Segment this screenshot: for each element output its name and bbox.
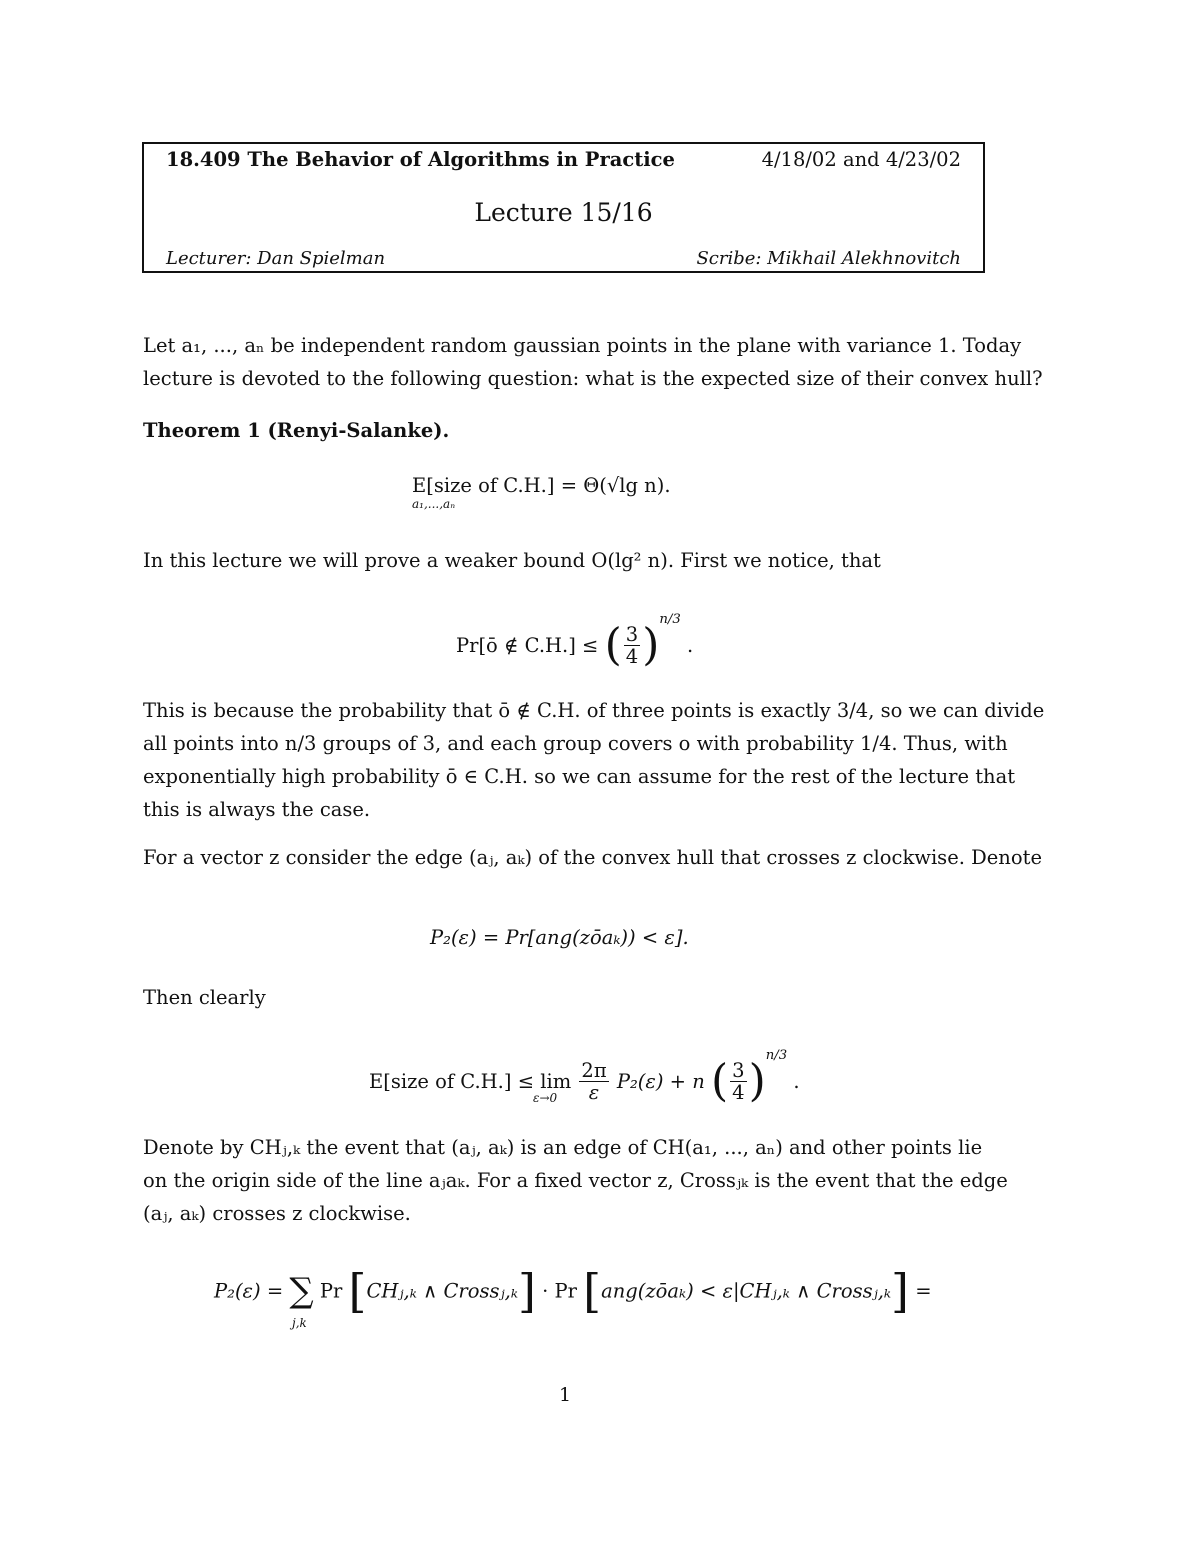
fraction-3-4-b [730, 1060, 746, 1104]
fraction-denominator-b: 4 [732, 1081, 745, 1104]
left-paren-2: ( [710, 1055, 729, 1107]
because-line-3: exponentially high probability ō ∈ C.H. so we can assume for the rest of the lecture that [143, 765, 1016, 788]
denote-line-2: on the origin side of the line aⱼaₖ. For a fixed vector z, Crossⱼₖ is the event that the edge [143, 1169, 1008, 1192]
pz-definition-equation: P₂(ε) = Pr[ang(zōaₖ)) < ε]. [430, 926, 689, 949]
sum-subscript: j,k [292, 1316, 307, 1330]
because-line-4: this is always the case. [143, 798, 371, 821]
sum-equation [214, 1264, 932, 1318]
probability-equation [456, 612, 694, 671]
intro-line-1: Let a₁, ..., aₙ be independent random gaussian points in the plane with variance 1. Today [143, 334, 1022, 357]
because-line-2: all points into n/3 groups of 3, and each group covers o with probability 1/4. Thus, with [143, 732, 1008, 755]
course-title: 18.409 The Behavior of Algorithms in Practice [166, 148, 675, 171]
lecturer-name: Lecturer: Dan Spielman [166, 248, 386, 269]
pr-label-1: Pr [319, 1279, 343, 1303]
bound-left: E[size of C.H.] ≤ lim [369, 1070, 572, 1093]
fraction-numerator-b: 3 [732, 1058, 745, 1082]
then-clearly-text: Then clearly [143, 986, 266, 1009]
lecture-header-box [142, 142, 985, 273]
left-paren: ( [604, 619, 622, 671]
theorem-equation [412, 474, 671, 497]
weaker-bound-text: In this lecture we will prove a weaker bound O(lg² n). First we notice, that [143, 549, 881, 572]
denote-line-3: (aⱼ, aₖ) crosses z clockwise. [143, 1202, 411, 1225]
left-bracket-2: [ [583, 1264, 602, 1318]
lecture-number: Lecture 15/16 [474, 198, 653, 227]
size-bound-equation [369, 1048, 800, 1107]
limit-subscript: ε→0 [533, 1091, 558, 1105]
bound-tail: . [793, 1070, 800, 1093]
two-pi-over-epsilon [579, 1060, 608, 1104]
frac-den-eps: ε [588, 1081, 600, 1104]
right-bracket-1: ] [517, 1264, 536, 1318]
right-bracket-2: ] [891, 1264, 909, 1318]
lecture-dates: 4/18/02 and 4/23/02 [761, 148, 961, 171]
dot-pr: · Pr [542, 1279, 577, 1303]
theorem-equation-subscript: a₁,...,aₙ [412, 497, 456, 511]
scribe-name: Scribe: Mikhail Alekhnovitch [696, 248, 961, 269]
denote-line-1: Denote by CHⱼ,ₖ the event that (aⱼ, aₖ) is an edge of CH(a₁, ..., aₙ) and other points lie [143, 1136, 983, 1159]
fraction-denominator: 4 [625, 645, 639, 668]
right-paren-2: ) [748, 1055, 766, 1107]
sum-tail: = [915, 1279, 932, 1303]
vector-edge-text: For a vector z consider the edge (aⱼ, aₖ) of the convex hull that crosses z clockwise. Denote [143, 846, 1042, 869]
prob-eq-left: Pr[ō ∉ C.H.] ≤ [456, 634, 599, 657]
bracket-content-2: ang(zōaₖ) < ε|CHⱼ,ₖ ∧ Crossⱼ,ₖ [601, 1279, 892, 1303]
fraction-numerator: 3 [625, 622, 639, 646]
bracket-content-1: CHⱼ,ₖ ∧ Crossⱼ,ₖ [366, 1279, 518, 1303]
fraction-3-4 [624, 624, 640, 668]
bound-mid: P₂(ε) + n [616, 1070, 705, 1093]
theorem-title: Theorem 1 (Renyi-Salanke). [143, 419, 450, 442]
exponent: n/3 [659, 612, 681, 627]
right-paren: ) [642, 619, 660, 671]
theorem-equation-main: E[size of C.H.] = Θ(√lg n). [412, 474, 671, 497]
frac-num-2pi: 2π [581, 1058, 607, 1082]
page-number: 1 [558, 1384, 572, 1406]
sum-left: P₂(ε) = [214, 1279, 284, 1303]
sum-symbol: ∑ [289, 1271, 314, 1311]
left-bracket-1: [ [348, 1264, 367, 1318]
because-line-1: This is because the probability that ō ∉ C.H. of three points is exactly 3/4, so we can divide [143, 699, 1045, 722]
intro-line-2: lecture is devoted to the following question: what is the expected size of their convex hull? [143, 367, 1043, 390]
prob-eq-tail: . [687, 634, 694, 657]
exponent-b: n/3 [765, 1048, 788, 1063]
